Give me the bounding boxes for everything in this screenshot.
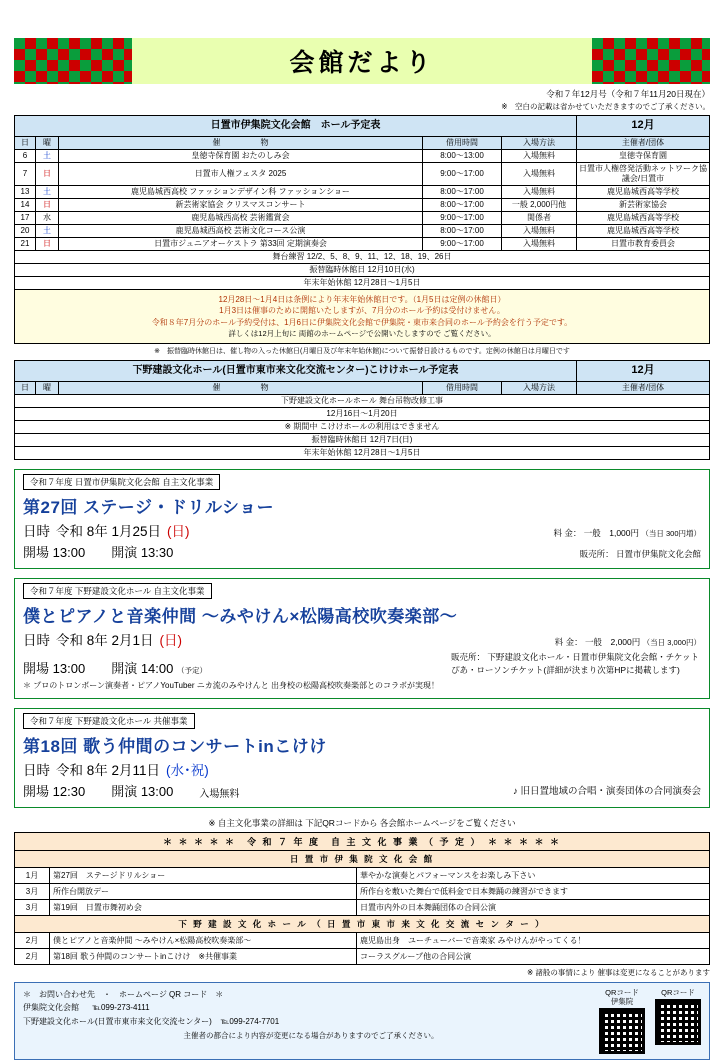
newsletter-page: [0, 38, 724, 1062]
event-1-tag: 令和７年度 日置市伊集院文化会館 自主文化事業: [23, 474, 220, 490]
notice-line-2: 1月3日は催事のために開館いたしますが、7月分のホール予約は受付けません。: [219, 306, 505, 316]
cell-host: 皇徳寺保育園: [577, 149, 710, 162]
cell-day: 13: [15, 185, 36, 198]
col-day: 日: [15, 382, 36, 395]
event-3-open-time: 12:30: [52, 783, 86, 799]
cell-event: 鹿児島城西高校 芸術鑑賞会: [59, 211, 423, 224]
schedule-section-row: [15, 915, 710, 932]
cell-span: 舞台練習 12/2、5、8、9、11、12、18、19、26日: [15, 250, 710, 263]
cell-time: 9:00～17:00: [423, 211, 502, 224]
col-day: 日: [15, 136, 36, 149]
cell-title: 僕とピアノと音楽仲間 ～みやけん×松陽高校吹奏楽部～: [50, 932, 357, 948]
event-3-dow: (水･祝): [166, 762, 209, 778]
table-row: [15, 932, 710, 948]
footer-hall2-name: 下野建設文化ホール(日置市東市来文化交流センター): [23, 1016, 212, 1026]
cell-title: 所作台開放デー: [50, 883, 357, 899]
event-3-title: 第18回 歌う仲間のコンサートinこけけ: [23, 736, 327, 756]
col-event: 催 物: [59, 382, 423, 395]
hall1-month: 12月: [577, 116, 710, 137]
hall1-title: 日置市伊集院文化会館 ホール予定表: [15, 116, 577, 137]
event-2-tag: 令和７年度 下野建設文化ホール 自主文化事業: [23, 583, 212, 599]
cell-host: 日置市教育委員会: [577, 237, 710, 250]
event-2-open-label: 開場: [23, 660, 50, 676]
table-row: [15, 211, 710, 224]
cell-desc: コーラスグループ他の合同公演: [357, 948, 710, 964]
cell-month: 2月: [15, 932, 50, 948]
cell-time: 9:00～17:00: [423, 237, 502, 250]
event-2-sell-value: 下野建設文化ホール・日置市伊集院文化会館・チケットぴあ・ローソンチケット(詳細が決まり次第HPに掲載します): [451, 652, 699, 675]
qr-title: QRコード: [605, 987, 639, 997]
table-row-span: [15, 447, 710, 460]
event-1-fee-label: 料 金：: [553, 528, 582, 539]
cell-event: 日置市ジュニアオーケストラ 第33回 定期演奏会: [59, 237, 423, 250]
event-1-dow: (日): [167, 524, 190, 540]
substitute-closing-note: ※ 振替臨時休館日は、催し物の入った休館日(月曜日及び年末年始休館)について振替日設けるものです。定例の休館日は月曜日です: [154, 348, 570, 356]
cell-event: 鹿児島城西高校 芸術文化コース公演: [59, 224, 423, 237]
schedule-head: ＊ ＊ ＊ ＊ ＊ 令 和 ７ 年 度 自 主 文 化 事 業 （ 予 定 ） ＊ ＊ ＊ ＊ ＊: [15, 832, 710, 850]
issue-note: ※ 空白の記載は省かせていただきますのでご了承ください。: [501, 102, 710, 111]
event-2-sell-label: 販売所：: [451, 652, 486, 663]
cell-host: 鹿児島城西高等学校: [577, 185, 710, 198]
cell-span: 年末年始休館 12月28日～1月5日: [15, 276, 710, 289]
event-2-dow: (日): [159, 633, 183, 649]
hall2-title-row: [15, 361, 710, 382]
col-host: 主催者/団体: [577, 382, 710, 395]
event-1-date-label: 日時: [23, 524, 50, 540]
hall1-schedule-table: [14, 115, 710, 290]
event-2-open-row: [23, 651, 701, 677]
col-time: 借用時間: [423, 136, 502, 149]
event-2-title: 僕とピアノと音楽仲間 ～みやけん×松陽高校吹奏楽部～: [23, 607, 458, 627]
cell-event: 新芸術家協会 クリスマスコンサート: [59, 198, 423, 211]
event-card-2: [14, 578, 710, 699]
cell-time: 8:00～17:00: [423, 198, 502, 211]
event-2-fee-extra: （当日 3,000円）: [642, 638, 701, 648]
table-row-span: [15, 421, 710, 434]
notice-line-3: 令和８年7月分のホール予約受付は、1月6日に伊集院文化会館で伊集院・東市来合同のホール予約会を行う予定です。: [151, 317, 573, 327]
event-3-open: [23, 781, 85, 800]
cell-event: 皇徳寺保育園 おたのしみ会: [59, 149, 423, 162]
cell-dow: 日: [36, 198, 59, 211]
cell-host: 日置市人権啓発活動ネットワーク協議会/日置市: [577, 162, 710, 185]
event-2-sell: [451, 651, 701, 677]
hall2-header-row: [15, 382, 710, 395]
event-3-free: 入場無料: [199, 788, 240, 800]
event-2-start: [111, 658, 207, 677]
cell-event: 日置市人権フェスタ 2025: [59, 162, 423, 185]
table-row: [15, 237, 710, 250]
page-title: 会館だより: [289, 49, 435, 77]
cell-host: 新芸術家協会: [577, 198, 710, 211]
event-2-start-time: 14:00: [140, 660, 174, 676]
cell-desc: 日置市内外の日本舞踊団体の合同公演: [357, 899, 710, 915]
footer-hall1-name: 伊集院文化会館: [23, 1003, 79, 1013]
event-3-tag: 令和７年度 下野建設文化ホール 共催事業: [23, 713, 195, 729]
hall1-header-row: [15, 136, 710, 149]
cell-dow: 土: [36, 224, 59, 237]
table-row-span: [15, 250, 710, 263]
col-entry: 入場方法: [502, 136, 577, 149]
hall2-month: 12月: [577, 361, 710, 382]
annual-schedule-table: [14, 832, 710, 965]
cell-entry: 入場無料: [502, 224, 577, 237]
footer-contact-2: [23, 1015, 599, 1029]
event-2-start-extra: （予定）: [177, 665, 207, 675]
event-2-note: ＊ プロのトロンボーン演奏者・ピアノYouTuber ニカ流のみやけんと 出身校の松陽高校吹奏楽部とのコラボが実現！: [23, 680, 439, 690]
cell-span: ※ 期間中 こけけホールの利用はできません: [15, 421, 710, 434]
event-1-sell-label: 販売所：: [579, 549, 614, 560]
event-3-start-time: 13:00: [140, 783, 174, 799]
event-3-open-label: 開場: [23, 783, 50, 799]
reservation-notice: [14, 290, 710, 345]
qr-code-icon[interactable]: [655, 999, 701, 1045]
cell-host: 鹿児島城西高等学校: [577, 224, 710, 237]
event-1-datetime-row: [23, 520, 701, 540]
cell-entry: 入場無料: [502, 185, 577, 198]
cell-span: 12月16日～1月20日: [15, 408, 710, 421]
event-1-open-label: 開場: [23, 545, 50, 561]
cell-time: 8:00～17:00: [423, 224, 502, 237]
event-1-open-time: 13:00: [52, 545, 86, 561]
cell-title: 第19回 日置市舞初め会: [50, 899, 357, 915]
cell-time: 9:00～17:00: [423, 162, 502, 185]
footer-contact: [14, 982, 710, 1060]
cell-day: 17: [15, 211, 36, 224]
event-2-fee: [555, 636, 701, 649]
cell-dow: 土: [36, 149, 59, 162]
schedule-section-1: 日 置 市 伊 集 院 文 化 会 館: [15, 850, 710, 867]
cell-host: 鹿児島城西高等学校: [577, 211, 710, 224]
cell-month: 3月: [15, 883, 50, 899]
table-row: [15, 185, 710, 198]
schedule-section-row: [15, 850, 710, 867]
event-1-date: 令和 8年 1月25日: [56, 524, 162, 540]
event-2-date-label: 日時: [23, 633, 50, 649]
event-2-start-label: 開演: [111, 660, 138, 676]
table-row: [15, 149, 710, 162]
cell-title: 第27回 ステージドリルショー: [50, 867, 357, 883]
qr-block-ijuin: [599, 988, 645, 1054]
footer-qr-area: [599, 988, 701, 1054]
event-1-fee: [553, 527, 701, 540]
col-dow: 曜: [36, 136, 59, 149]
event-3-date: 令和 8年 2月11日: [56, 762, 161, 778]
cell-month: 3月: [15, 899, 50, 915]
event-2-date: 令和 8年 2月1日: [56, 633, 154, 649]
cell-desc: 華やかな演奏とパフォーマンスをお楽しみ下さい: [357, 867, 710, 883]
cell-day: 7: [15, 162, 36, 185]
event-1-start-label: 開演: [111, 545, 138, 561]
col-event: 催 物: [59, 136, 423, 149]
table-row-span: [15, 263, 710, 276]
event-2-open: [23, 658, 85, 677]
event-1-start: [111, 542, 173, 561]
cell-entry: 一般 2,000円他: [502, 198, 577, 211]
qr-block-shimono: [655, 988, 701, 1054]
cell-event: 鹿児島城西高校 ファッションデザイン科 ファッションショー: [59, 185, 423, 198]
notice-line-1: 12月28日～1月4日は条例により年末年始休館日です。（1月5日は定例の休館日）: [218, 294, 506, 304]
event-1-open-row: [23, 542, 701, 561]
cell-dow: 日: [36, 237, 59, 250]
table-row: [15, 162, 710, 185]
schedule-change-note: ※ 諸般の事情により 催事は変更になることがあります: [527, 967, 710, 977]
qr-instruction: ※ 自主文化事業の詳細は 下記QRコードから 各会館ホームページをご覧ください: [208, 817, 516, 828]
col-host: 主催者/団体: [577, 136, 710, 149]
event-2-fee-label: 料 金：: [554, 637, 583, 648]
cell-span: 振替臨時休館日 12月10日(水): [15, 263, 710, 276]
event-2-open-time: 13:00: [52, 660, 86, 676]
table-row: [15, 867, 710, 883]
notice-small: 詳しくは12月上旬に 両館のホームページで公開いたしますので ご覧ください。: [228, 328, 496, 338]
cell-desc: 鹿児島出身 ユーチューバーで音楽家 みやけんがやってくる！: [357, 932, 710, 948]
cell-time: 8:00～13:00: [423, 149, 502, 162]
cell-title: 第18回 歌う仲間のコンサートinこけけ ※共催事業: [50, 948, 357, 964]
schedule-head-row: [15, 832, 710, 850]
cell-span: 年末年始休館 12月28日～1月5日: [15, 447, 710, 460]
cell-dow: 日: [36, 162, 59, 185]
event-1-start-time: 13:30: [140, 545, 174, 561]
cell-entry: 入場無料: [502, 237, 577, 250]
hall1-title-row: [15, 116, 710, 137]
hall2-title: 下野建設文化ホール(日置市東市来文化交流センター)こけけホール予定表: [15, 361, 577, 382]
qr-code-icon[interactable]: [599, 1008, 645, 1054]
event-1-sell: [580, 548, 701, 561]
footer-hall1-tel[interactable]: ℡099-273-4111: [92, 1003, 150, 1013]
event-3-datetime-row: [23, 759, 701, 779]
event-1-sell-value: 日置市伊集院文化会館: [615, 549, 701, 560]
cell-time: 8:00～17:00: [423, 185, 502, 198]
checker-pattern-right: [592, 38, 710, 84]
col-time: 借用時間: [423, 382, 502, 395]
table-row-span: [15, 276, 710, 289]
event-1-fee-value: 一般 1,000円: [583, 528, 640, 539]
event-1-fee-extra: （当日 300円増）: [641, 529, 701, 539]
cell-dow: 土: [36, 185, 59, 198]
event-1-title: 第27回 ステージ・ドリルショー: [23, 498, 275, 518]
event-1-open: [23, 542, 85, 561]
table-row-span: [15, 395, 710, 408]
table-row: [15, 948, 710, 964]
cell-span: 振替臨時休館日 12月7日(日): [15, 434, 710, 447]
event-3-date-label: 日時: [23, 762, 50, 778]
footer-left: [23, 988, 599, 1054]
cell-entry: 関係者: [502, 211, 577, 224]
event-3-start: [111, 781, 173, 800]
cell-entry: 入場無料: [502, 149, 577, 162]
table-row-span: [15, 434, 710, 447]
issue-date: 令和７年12月号（令和７年11月20日現在）: [546, 89, 710, 99]
qr-label-shimono: QRコード: [661, 987, 695, 997]
table-row-span: [15, 408, 710, 421]
event-2-datetime-row: [23, 629, 701, 649]
schedule-section-2: 下 野 建 設 文 化 ホ ー ル （ 日 置 市 東 市 来 文 化 交 流 セ ン タ ー ）: [15, 915, 710, 932]
event-3-sell: ♪ 旧日置地域の合唱・演奏団体の合同演奏会: [513, 786, 701, 798]
table-row: [15, 883, 710, 899]
cell-day: 20: [15, 224, 36, 237]
cell-month: 1月: [15, 867, 50, 883]
cell-desc: 所作台を敷いた舞台で低料金で日本舞踊の練習ができます: [357, 883, 710, 899]
event-card-1: [14, 469, 710, 569]
col-entry: 入場方法: [502, 382, 577, 395]
footer-contact-1: [23, 1001, 599, 1015]
banner: [14, 38, 710, 84]
cell-day: 6: [15, 149, 36, 162]
event-3-start-label: 開演: [111, 783, 138, 799]
event-3-open-row: [23, 781, 701, 800]
cell-month: 2月: [15, 948, 50, 964]
qr-label-ijuin: 伊集院: [610, 996, 634, 1006]
cell-day: 14: [15, 198, 36, 211]
hall2-schedule-table: [14, 360, 710, 460]
col-dow: 曜: [36, 382, 59, 395]
footer-line1: ＊ お問い合わせ先 ・ ホームページ QR コード ＊: [23, 989, 224, 999]
cell-entry: 入場無料: [502, 162, 577, 185]
event-card-3: [14, 708, 710, 808]
checker-pattern-left: [14, 38, 132, 84]
cell-dow: 水: [36, 211, 59, 224]
footer-hall2-tel[interactable]: ℡099-274-7701: [220, 1016, 280, 1026]
footer-caption: 主催者の都合により内容が変更になる場合がありますのでご了承ください。: [183, 1031, 439, 1041]
table-row: [15, 899, 710, 915]
cell-span: 下野建設文化ホールホール 舞台吊物改修工事: [15, 395, 710, 408]
cell-day: 21: [15, 237, 36, 250]
table-row: [15, 224, 710, 237]
banner-center: [132, 38, 592, 84]
event-2-fee-value: 一般 2,000円: [584, 637, 641, 648]
table-row: [15, 198, 710, 211]
